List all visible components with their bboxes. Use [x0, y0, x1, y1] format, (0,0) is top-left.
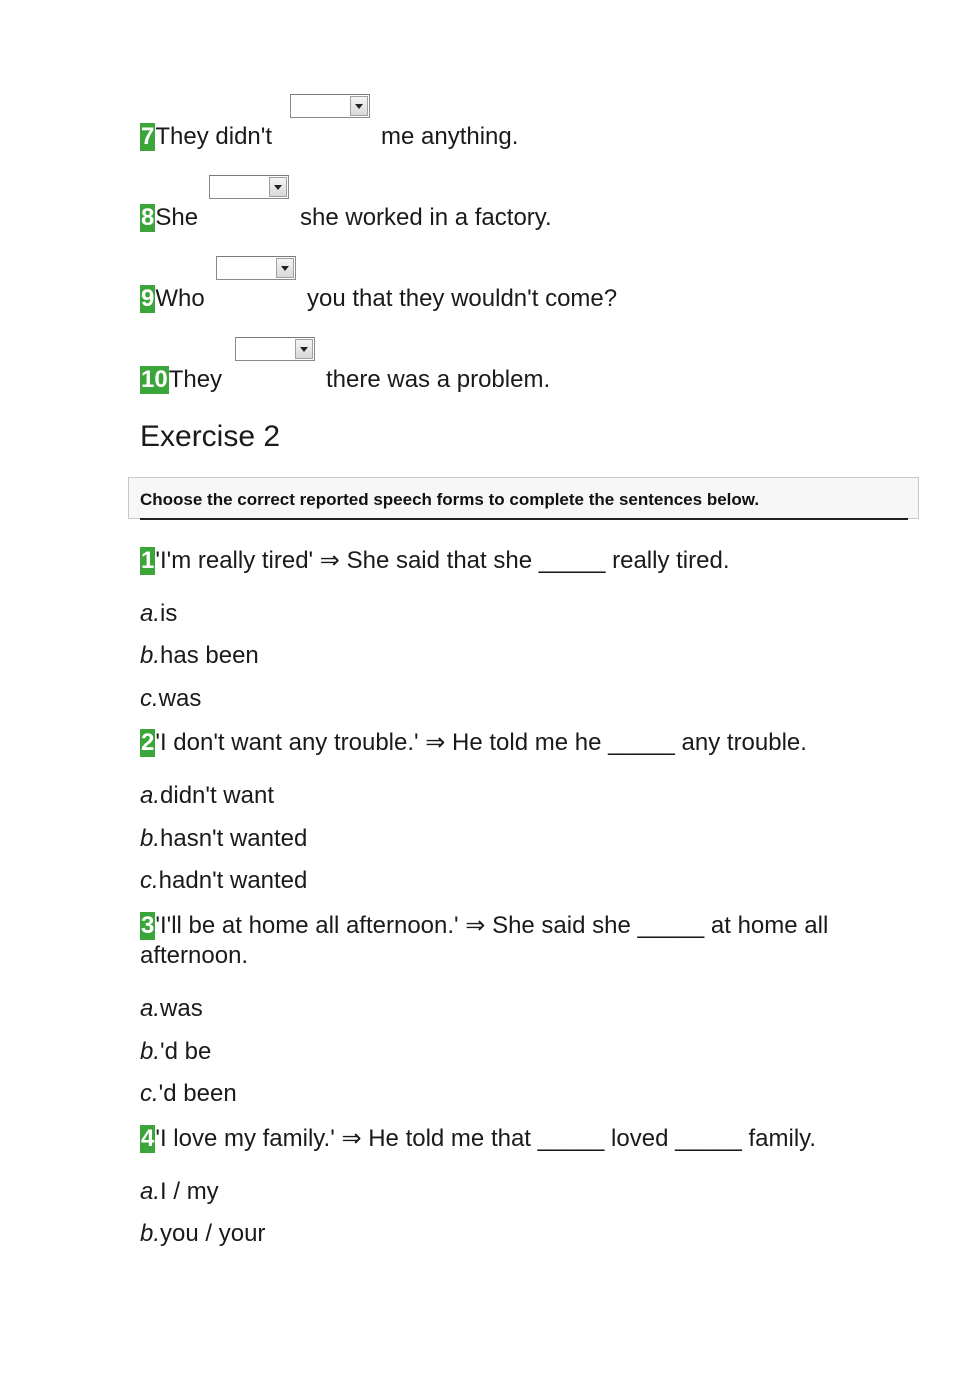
option-c[interactable] [140, 685, 201, 713]
chevron-down-icon[interactable] [350, 96, 368, 116]
chevron-down-icon[interactable] [295, 339, 313, 359]
chevron-down-icon[interactable] [276, 258, 294, 278]
option-c[interactable] [140, 1080, 237, 1108]
question-number: 7 [141, 123, 155, 150]
answer-dropdown-9[interactable] [216, 256, 296, 280]
option-text: has been [160, 642, 259, 669]
option-text: hasn't wanted [160, 825, 308, 852]
option-c[interactable] [140, 867, 307, 895]
option-text: 'd been [158, 1080, 237, 1107]
question-3 [140, 911, 910, 971]
question-2 [140, 728, 910, 758]
option-text: you / your [160, 1220, 266, 1247]
option-letter: b. [140, 825, 161, 852]
option-text: 'd be [160, 1038, 212, 1065]
question-text: 'I don't want any trouble.' ⇒ He told me he _____ any trouble. [155, 729, 807, 756]
option-a[interactable] [140, 600, 177, 628]
option-a[interactable] [140, 1178, 219, 1206]
sentence-end: there was a problem. [326, 366, 551, 393]
option-letter: b. [140, 642, 161, 669]
question-1 [140, 546, 910, 576]
exercise-title: Exercise 2 [140, 420, 281, 453]
sentence-start: They didn't [155, 123, 273, 150]
sentence-start: She [155, 204, 199, 231]
option-letter: a. [140, 1178, 161, 1205]
question-number: 1 [141, 547, 155, 574]
option-b[interactable] [140, 1038, 211, 1066]
option-text: didn't want [160, 782, 275, 809]
instructions-box [128, 477, 919, 519]
sentence-end: you that they wouldn't come? [307, 285, 618, 312]
option-letter: c. [140, 1080, 159, 1107]
option-letter: c. [140, 685, 159, 712]
option-text: hadn't wanted [158, 867, 308, 894]
chevron-down-icon[interactable] [269, 177, 287, 197]
answer-dropdown-10[interactable] [235, 337, 315, 361]
question-number: 9 [141, 285, 155, 312]
option-a[interactable] [140, 995, 203, 1023]
question-4 [140, 1124, 910, 1154]
question-number: 4 [141, 1125, 155, 1152]
option-letter: b. [140, 1038, 161, 1065]
question-number: 10 [141, 366, 168, 393]
question-number: 2 [141, 729, 155, 756]
question-number: 8 [141, 204, 155, 231]
option-letter: a. [140, 782, 161, 809]
question-number: 3 [141, 912, 155, 939]
option-text: was [160, 995, 203, 1022]
option-a[interactable] [140, 782, 274, 810]
option-text: is [160, 600, 178, 627]
option-b[interactable] [140, 642, 259, 670]
question-text: 'I'm really tired' ⇒ She said that she _____ really tired. [155, 547, 730, 574]
sentence-end: she worked in a factory. [300, 204, 552, 231]
sentence-start: They [168, 366, 223, 393]
option-letter: b. [140, 1220, 161, 1247]
option-text: I / my [160, 1178, 219, 1205]
sentence-end: me anything. [381, 123, 519, 150]
option-letter: c. [140, 867, 159, 894]
answer-dropdown-7[interactable] [290, 94, 370, 118]
sentence-start: Who [155, 285, 205, 312]
instructions-text: Choose the correct reported speech forms to complete the sentences below. [140, 490, 760, 509]
option-text: was [158, 685, 202, 712]
option-b[interactable] [140, 825, 307, 853]
question-text: 'I love my family.' ⇒ He told me that _____ loved _____ family. [155, 1125, 817, 1152]
option-b[interactable] [140, 1220, 265, 1248]
question-text: 'I'll be at home all afternoon.' ⇒ She said she _____ at home all afternoon. [140, 912, 829, 969]
answer-dropdown-8[interactable] [209, 175, 289, 199]
divider [140, 518, 908, 520]
option-letter: a. [140, 600, 161, 627]
option-letter: a. [140, 995, 161, 1022]
